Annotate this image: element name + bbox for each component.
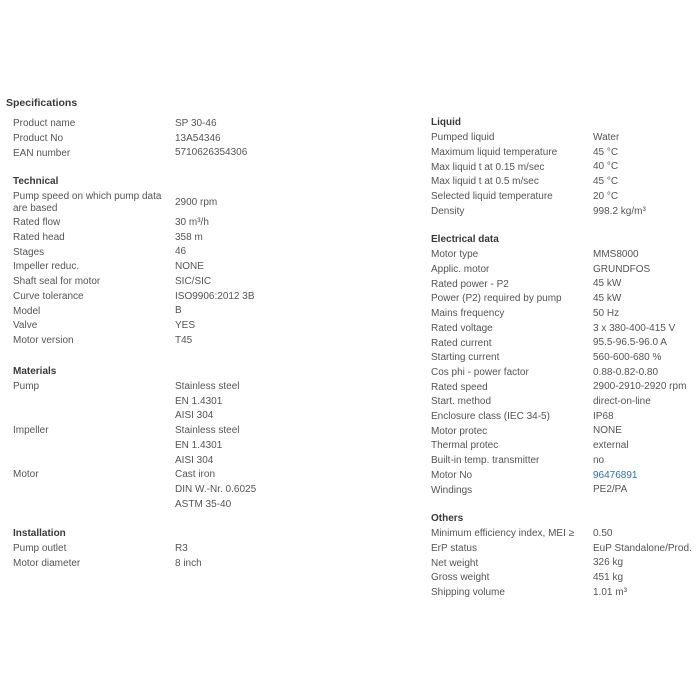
spec-values [593, 586, 627, 601]
spec-row-shipping-volume [431, 586, 693, 601]
spec-values [593, 160, 618, 175]
spec-label: Start. method [431, 396, 492, 408]
spec-value: NONE [593, 425, 622, 437]
spec-label: Rated speed [431, 381, 488, 393]
spec-value: Stainless steel [175, 381, 240, 392]
spec-label: Gross weight [431, 572, 490, 584]
spec-values [175, 132, 221, 147]
spec-label: Valve [13, 320, 38, 332]
spec-row-impeller [13, 424, 333, 468]
spec-values [593, 336, 667, 351]
spec-values [175, 319, 195, 334]
spec-value: 46 [175, 246, 187, 258]
spec-row-max-liquid-t-at-0-15-m-sec [431, 160, 693, 175]
spec-row-motor [13, 468, 333, 512]
spec-row-mains-frequency [431, 307, 693, 322]
spec-label: Pumped liquid [431, 132, 495, 144]
spec-label: Motor version [13, 334, 74, 346]
spec-row-curve-tolerance [13, 290, 333, 305]
spec-row-product-no [13, 132, 333, 147]
spec-value: IP68 [593, 410, 614, 422]
spec-row-cos-phi-power-factor [431, 366, 693, 381]
spec-values [593, 322, 675, 337]
spec-values [593, 175, 618, 190]
spec-label: Motor No [431, 469, 473, 481]
spec-value: AISI 304 [175, 410, 214, 422]
spec-value: AISI 304 [175, 454, 214, 466]
section-title: Electrical data [431, 234, 499, 245]
spec-value: 20 °C [593, 190, 619, 202]
spec-values [175, 424, 239, 468]
spec-row-motor-protec [431, 424, 693, 439]
spec-values [593, 292, 621, 307]
spec-row-pump-speed-on-which-pump-data-are-based [13, 190, 333, 216]
spec-row-windings [431, 483, 693, 498]
spec-row-selected-liquid-temperature [431, 190, 693, 205]
section-title: Installation [13, 528, 66, 539]
spec-label: Max liquid t at 0.5 m/sec [431, 176, 539, 188]
spec-label: Rated head [13, 232, 65, 244]
spec-label: Product No [13, 133, 64, 145]
section-installation [13, 527, 333, 571]
spec-row-net-weight [431, 556, 693, 571]
spec-row-gross-weight [431, 571, 693, 586]
spec-row-motor-diameter [13, 557, 333, 572]
page-title: Specifications [6, 97, 78, 109]
spec-label: Built-in temp. transmitter [431, 455, 540, 467]
spec-row-shaft-seal-for-motor [13, 275, 333, 290]
spec-row-rated-speed [431, 380, 693, 395]
spec-row-start-method [431, 395, 693, 410]
spec-values [175, 260, 204, 275]
spec-value: T45 [175, 334, 193, 346]
spec-value: 30 m³/h [175, 217, 209, 228]
spec-values [175, 196, 217, 211]
spec-label: Thermal protec [431, 440, 499, 452]
spec-values [593, 439, 629, 454]
spec-value: 40 °C [593, 161, 619, 173]
spec-value: 0.88-0.82-0.80 [593, 366, 659, 378]
spec-values [593, 424, 622, 439]
spec-values [175, 245, 186, 260]
spec-values [593, 483, 627, 498]
section-technical [13, 175, 333, 348]
spec-values [593, 469, 638, 484]
spec-value: 50 Hz [593, 307, 620, 319]
spec-label: Minimum efficiency index, MEI ≥ [431, 528, 575, 540]
spec-values [175, 334, 192, 349]
spec-value: 3 x 380-400-415 V [593, 322, 676, 334]
spec-row-model [13, 304, 333, 319]
spec-row-pump [13, 380, 333, 424]
spec-value: EuP Standalone/Prod. [593, 542, 692, 554]
section-title: Others [431, 513, 464, 524]
section-liquid [431, 116, 693, 219]
spec-values [593, 131, 619, 146]
spec-row-rated-current [431, 336, 693, 351]
spec-values [593, 205, 646, 220]
spec-label: Stages [13, 246, 45, 258]
spec-value: 13A54346 [175, 132, 221, 144]
spec-value: 451 kg [593, 572, 624, 584]
spec-values [175, 304, 182, 319]
spec-row-minimum-efficiency-index-mei [431, 527, 693, 542]
section-others [431, 512, 693, 601]
spec-value: 2900 rpm [175, 196, 218, 208]
spec-values [593, 571, 623, 586]
spec-label: Maximum liquid temperature [431, 147, 558, 159]
spec-values [593, 556, 623, 571]
spec-values [593, 277, 621, 292]
spec-row-rated-flow [13, 216, 333, 231]
spec-values [175, 468, 256, 512]
spec-values [593, 248, 639, 263]
spec-label: Rated flow [13, 217, 61, 229]
spec-values [175, 275, 211, 290]
spec-label: ErP status [431, 543, 477, 555]
spec-label: Shipping volume [431, 587, 505, 599]
section-title: Materials [13, 366, 57, 377]
spec-label: EAN number [13, 147, 71, 159]
spec-label: Rated current [431, 337, 492, 349]
spec-label: Rated voltage [431, 322, 493, 334]
spec-values [175, 216, 209, 231]
spec-row-motor-type [431, 248, 693, 263]
section-general [13, 117, 333, 161]
spec-row-impeller-reduc [13, 260, 333, 275]
spec-row-valve [13, 319, 333, 334]
spec-row-pumped-liquid [431, 131, 693, 146]
spec-row-built-in-temp-transmitter [431, 454, 693, 469]
section-title: Liquid [431, 117, 461, 128]
spec-label: Motor [13, 469, 39, 481]
spec-value: 45 kW [593, 293, 622, 305]
spec-value: PE2/PA [593, 484, 628, 496]
spec-label: Enclosure class (IEC 34-5) [431, 411, 550, 423]
spec-values [175, 290, 255, 305]
spec-label: Net weight [431, 557, 479, 569]
spec-label: Impeller reduc. [13, 261, 80, 273]
spec-value: 8 inch [175, 557, 202, 569]
spec-row-thermal-protec [431, 439, 693, 454]
spec-row-ean-number [13, 146, 333, 161]
spec-label: Impeller [13, 425, 49, 437]
spec-row-pump-outlet [13, 542, 333, 557]
spec-label: Max liquid t at 0.15 m/sec [431, 161, 545, 173]
spec-value: R3 [175, 543, 188, 554]
spec-row-maximum-liquid-temperature [431, 146, 693, 161]
spec-row-enclosure-class-iec-34-5 [431, 410, 693, 425]
spec-value: no [593, 454, 605, 466]
spec-values [593, 454, 604, 469]
spec-value: EN 1.4301 [175, 395, 223, 407]
spec-row-stages [13, 245, 333, 260]
spec-label: Model [13, 305, 41, 317]
spec-label: Mains frequency [431, 308, 505, 320]
spec-values [593, 366, 658, 381]
spec-value: 998.2 kg/m³ [593, 205, 646, 217]
spec-value: B [175, 305, 182, 317]
spec-value: ISO9906:2012 3B [175, 290, 255, 302]
spec-row-product-name [13, 117, 333, 132]
spec-value: Water [593, 132, 620, 143]
spec-value: external [593, 440, 629, 452]
spec-value: ASTM 35-40 [175, 498, 232, 510]
spec-row-motor-no [431, 469, 693, 484]
spec-value: 5710626354306 [175, 147, 248, 159]
spec-values [175, 380, 239, 424]
spec-row-starting-current [431, 351, 693, 366]
spec-values [175, 542, 188, 557]
spec-values [593, 410, 614, 425]
spec-value: 560-600-680 % [593, 351, 662, 363]
spec-row-power-p2-required-by-pump [431, 292, 693, 307]
spec-row-density [431, 205, 693, 220]
spec-row-applic-motor [431, 263, 693, 278]
spec-label: Selected liquid temperature [431, 191, 553, 203]
spec-value: 2900-2910-2920 rpm [593, 381, 687, 393]
spec-value: EN 1.4301 [175, 439, 223, 451]
spec-row-motor-version [13, 334, 333, 349]
spec-label: Motor diameter [13, 558, 81, 570]
spec-value: 358 m [175, 231, 203, 243]
spec-value: GRUNDFOS [593, 263, 651, 275]
spec-label: Pump outlet [13, 543, 67, 555]
section-title: Technical [13, 176, 59, 187]
spec-label: Starting current [431, 352, 500, 364]
spec-row-max-liquid-t-at-0-5-m-sec [431, 175, 693, 190]
spec-label: Motor protec [431, 425, 488, 437]
spec-values [593, 527, 612, 542]
spec-values [593, 380, 686, 395]
spec-row-rated-voltage [431, 322, 693, 337]
spec-values [175, 557, 202, 572]
spec-value: MMS8000 [593, 249, 639, 260]
spec-values [593, 307, 619, 322]
spec-label: Cos phi - power factor [431, 366, 529, 378]
spec-label: Pump speed on which pump data are based [13, 191, 162, 214]
spec-value: direct-on-line [593, 396, 651, 408]
spec-label: Motor type [431, 249, 479, 261]
spec-value: Cast iron [175, 469, 216, 481]
section-electrical-data [431, 233, 693, 498]
spec-label: Windings [431, 484, 473, 496]
spec-value: 45 °C [593, 176, 619, 188]
spec-label: Applic. motor [431, 264, 490, 276]
spec-values [175, 146, 247, 161]
spec-values [593, 351, 661, 366]
spec-label: Pump [13, 381, 40, 392]
spec-value: DIN W.-Nr. 0.6025 [175, 483, 257, 495]
spec-label: Product name [13, 118, 76, 130]
spec-value: NONE [175, 261, 204, 273]
spec-value: 95.5-96.5-96.0 A [593, 337, 667, 349]
spec-value: 45 kW [593, 278, 622, 290]
spec-values [593, 263, 650, 278]
spec-values [593, 395, 651, 410]
spec-value: 1.01 m³ [593, 586, 627, 598]
spec-values [593, 542, 692, 557]
spec-row-rated-head [13, 231, 333, 246]
spec-label: Rated power - P2 [431, 278, 509, 290]
spec-value: SIC/SIC [175, 275, 212, 287]
spec-value: 45 °C [593, 146, 619, 158]
spec-value: YES [175, 319, 196, 331]
spec-value: SP 30-46 [175, 118, 217, 129]
spec-value: 326 kg [593, 557, 624, 569]
spec-values [175, 117, 217, 132]
spec-label: Shaft seal for motor [13, 276, 101, 288]
spec-values [593, 190, 618, 205]
spec-value: 0.50 [593, 528, 613, 539]
section-materials [13, 365, 333, 512]
spec-value-link[interactable]: 96476891 [593, 469, 638, 481]
spec-row-rated-power-p2 [431, 277, 693, 292]
spec-values [593, 146, 618, 161]
spec-label: Curve tolerance [13, 290, 84, 302]
spec-label: Density [431, 205, 465, 217]
spec-values [175, 231, 203, 246]
spec-label: Power (P2) required by pump [431, 293, 562, 305]
spec-value: Stainless steel [175, 425, 240, 437]
spec-row-erp-status [431, 542, 693, 557]
